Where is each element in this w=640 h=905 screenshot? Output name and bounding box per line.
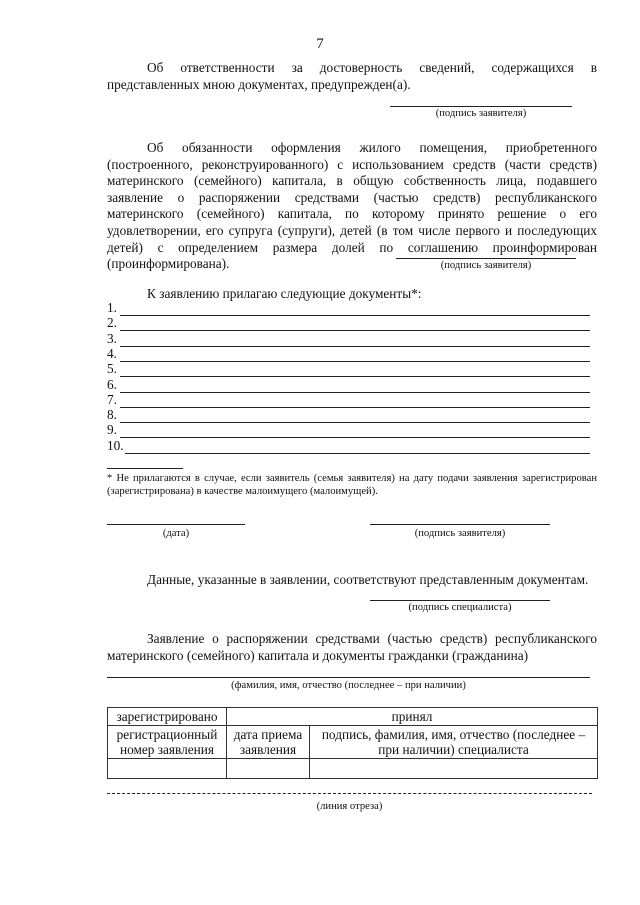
registration-number-header: регистрационный номер заявления bbox=[108, 726, 227, 759]
document-item-number: 10. bbox=[107, 437, 124, 453]
document-item-line[interactable] bbox=[120, 361, 590, 362]
fio-line bbox=[107, 677, 590, 678]
document-item-number: 1. bbox=[107, 300, 117, 315]
registered-header: зарегистрировано bbox=[108, 708, 227, 726]
applicant-signature-caption-2: (подпись заявителя) bbox=[440, 260, 532, 271]
date-line bbox=[107, 524, 245, 525]
document-item-number: 9. bbox=[107, 422, 117, 438]
conformity-statement: Данные, указанные в заявлении, соответствуют представленным документам. bbox=[147, 572, 589, 587]
document-item-line[interactable] bbox=[120, 330, 590, 331]
applicant-signature-line-2 bbox=[396, 258, 576, 259]
document-item-number: 6. bbox=[107, 376, 117, 392]
page-number: 7 bbox=[316, 36, 324, 52]
date-caption: (дата) bbox=[162, 528, 190, 539]
document-item-number: 4. bbox=[107, 345, 117, 361]
document-item-line[interactable] bbox=[120, 392, 590, 393]
application-received-statement: Заявление о распоряжении средствами (частью средств) республиканского материнского (семейного) капитала и документы гражданки (гражданина) bbox=[107, 631, 597, 663]
housing-obligation-statement: Об обязанности оформления жилого помещения, приобретенного (построенного, реконструированного) с использованием средств (части средств) материнского (семейного) капитала, в общую собственность лица, подавшего заявление о распоряжении средствами (частью средств) республиканского материнского (семейного) капитала, по которому принято решение о его удовлетворении, его супруга (супруги), детей (в том числе первого и последующих детей) с определением размера долей по соглашению проинформирован (проинформирована). bbox=[107, 140, 597, 272]
document-item-number: 8. bbox=[107, 407, 117, 423]
applicant-signature-caption-3: (подпись заявителя) bbox=[414, 528, 506, 539]
date-received-cell[interactable] bbox=[227, 759, 310, 779]
fio-caption: (фамилия, имя, отчество (последнее – при наличии) bbox=[231, 680, 466, 691]
specialist-signature-caption: (подпись специалиста) bbox=[408, 602, 512, 613]
document-item-number: 5. bbox=[107, 361, 117, 377]
applicant-signature-line-3 bbox=[370, 524, 550, 525]
document-item-line[interactable] bbox=[120, 422, 590, 423]
date-received-header: дата приема заявления bbox=[227, 726, 310, 759]
document-item-line[interactable] bbox=[125, 453, 590, 454]
responsibility-statement: Об ответственности за достоверность сведений, содержащихся в представленных мною документах, предупрежден(а). bbox=[107, 60, 597, 92]
document-item-number: 3. bbox=[107, 330, 117, 346]
cut-line-caption: (линия отреза) bbox=[316, 801, 383, 812]
registration-table bbox=[107, 707, 598, 779]
footnote: * Не прилагаются в случае, если заявитель (семья заявителя) на дату подачи заявления зарегистрирован (зарегистрирована) в качестве малоимущего (малоимущей). bbox=[107, 473, 597, 498]
document-item-number: 7. bbox=[107, 391, 117, 407]
document-item-line[interactable] bbox=[120, 315, 590, 316]
specialist-header: подпись, фамилия, имя, отчество (последнее – при наличии) специалиста bbox=[310, 726, 598, 759]
specialist-cell[interactable] bbox=[310, 759, 598, 779]
document-item-line[interactable] bbox=[120, 407, 590, 408]
document-item-line[interactable] bbox=[120, 376, 590, 377]
accepted-header: принял bbox=[227, 708, 598, 726]
specialist-signature-line bbox=[370, 600, 550, 601]
document-item-line[interactable] bbox=[120, 346, 590, 347]
applicant-signature-caption-1: (подпись заявителя) bbox=[435, 108, 527, 119]
footnote-rule bbox=[107, 468, 183, 469]
document-item-line[interactable] bbox=[120, 437, 590, 438]
applicant-signature-line-1 bbox=[390, 106, 572, 107]
registration-number-cell[interactable] bbox=[108, 759, 227, 779]
cut-line bbox=[107, 793, 592, 794]
document-item-number: 2. bbox=[107, 315, 117, 331]
attached-documents-heading: К заявлению прилагаю следующие документы*: bbox=[147, 286, 422, 301]
